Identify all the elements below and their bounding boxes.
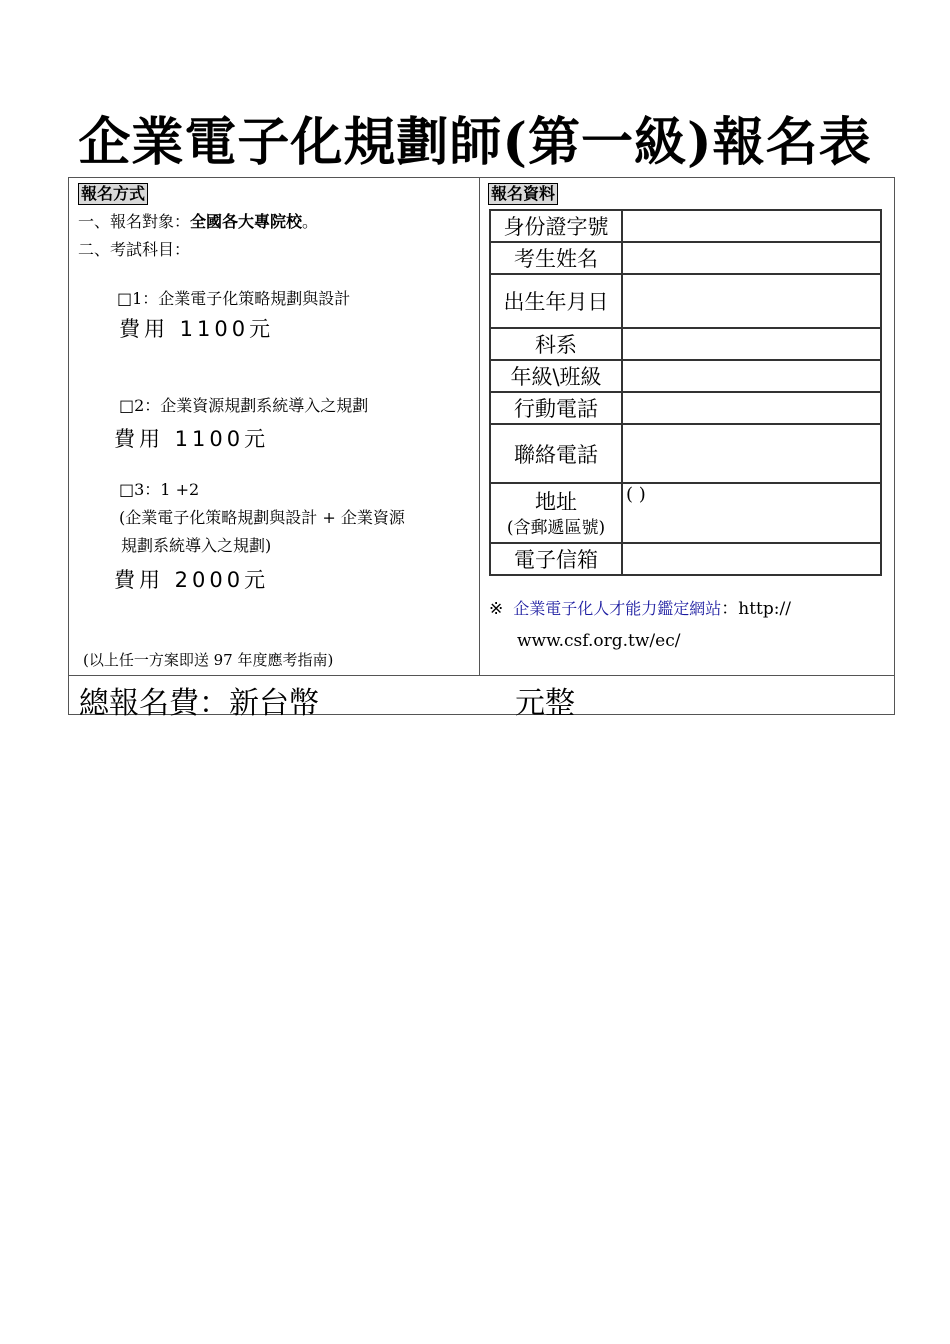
registration-info-label: 報名資料 (488, 183, 558, 205)
row-id-number (490, 210, 881, 242)
phone-label: 聯絡電話 (490, 424, 622, 483)
target-prefix: 一、報名對象： (78, 212, 191, 231)
total-fee-unit: 元整 (515, 686, 575, 721)
row-birthdate (490, 274, 881, 328)
row-mobile (490, 392, 881, 424)
total-row-divider (69, 675, 894, 676)
name-field[interactable] (622, 242, 881, 274)
reference-mark: ※ (489, 599, 504, 619)
birthdate-field[interactable] (622, 274, 881, 328)
website-info (489, 593, 791, 657)
website-colon: ：http:// (721, 599, 791, 619)
registration-info-table (489, 209, 882, 576)
subjects-label: 二、考試科目： (78, 240, 191, 259)
department-field[interactable] (622, 328, 881, 360)
target-line (78, 211, 318, 233)
phone-field[interactable] (622, 424, 881, 483)
email-label: 電子信箱 (490, 543, 622, 575)
name-label: 考生姓名 (490, 242, 622, 274)
row-grade-class (490, 360, 881, 392)
address-field[interactable]: ( ) (622, 483, 881, 543)
option-3-desc-line1: (企業電子化策略規劃與設計 + 企業資源 (119, 508, 405, 527)
option-1-checkbox[interactable]: □1：企業電子化策略規劃與設計 (117, 289, 351, 308)
row-phone (490, 424, 881, 483)
fee-2: 費用 1100元 (114, 427, 270, 451)
birthdate-label: 出生年月日 (490, 274, 622, 328)
address-label: 地址 (535, 490, 577, 514)
guide-note: (以上任一方案即送 97 年度應考指南) (83, 651, 334, 669)
grade-class-label: 年級\班級 (490, 360, 622, 392)
total-fee-label: 總報名費：新台幣 (79, 686, 319, 721)
row-email (490, 543, 881, 575)
website-url[interactable]: www.csf.org.tw/ec/ (517, 631, 681, 651)
id-number-field[interactable] (622, 210, 881, 242)
row-department (490, 328, 881, 360)
option-3-desc-line2: 規劃系統導入之規劃) (121, 536, 272, 555)
email-field[interactable] (622, 543, 881, 575)
fee-1: 費用 1100元 (119, 317, 275, 341)
address-sub-label: (含郵遞區號) (506, 518, 606, 538)
total-fee-row (79, 678, 575, 722)
address-label-cell (490, 483, 622, 543)
registration-method-label: 報名方式 (78, 183, 148, 205)
department-label: 科系 (490, 328, 622, 360)
page-title: 企業電子化規劃師(第一級)報名表 (78, 112, 872, 173)
target-suffix: 。 (302, 212, 319, 231)
mobile-label: 行動電話 (490, 392, 622, 424)
option-3-checkbox[interactable]: □3：1 +2 (119, 480, 200, 499)
website-name: 企業電子化人才能力鑑定網站 (513, 599, 722, 618)
grade-class-field[interactable] (622, 360, 881, 392)
option-2-checkbox[interactable]: □2：企業資源規劃系統導入之規劃 (119, 396, 369, 415)
row-address (490, 483, 881, 543)
row-name (490, 242, 881, 274)
registration-form (68, 177, 895, 721)
target-value: 全國各大專院校 (190, 212, 303, 231)
mobile-field[interactable] (622, 392, 881, 424)
column-divider (479, 178, 480, 675)
id-number-label: 身份證字號 (490, 210, 622, 242)
fee-3: 費用 2000元 (114, 568, 270, 592)
